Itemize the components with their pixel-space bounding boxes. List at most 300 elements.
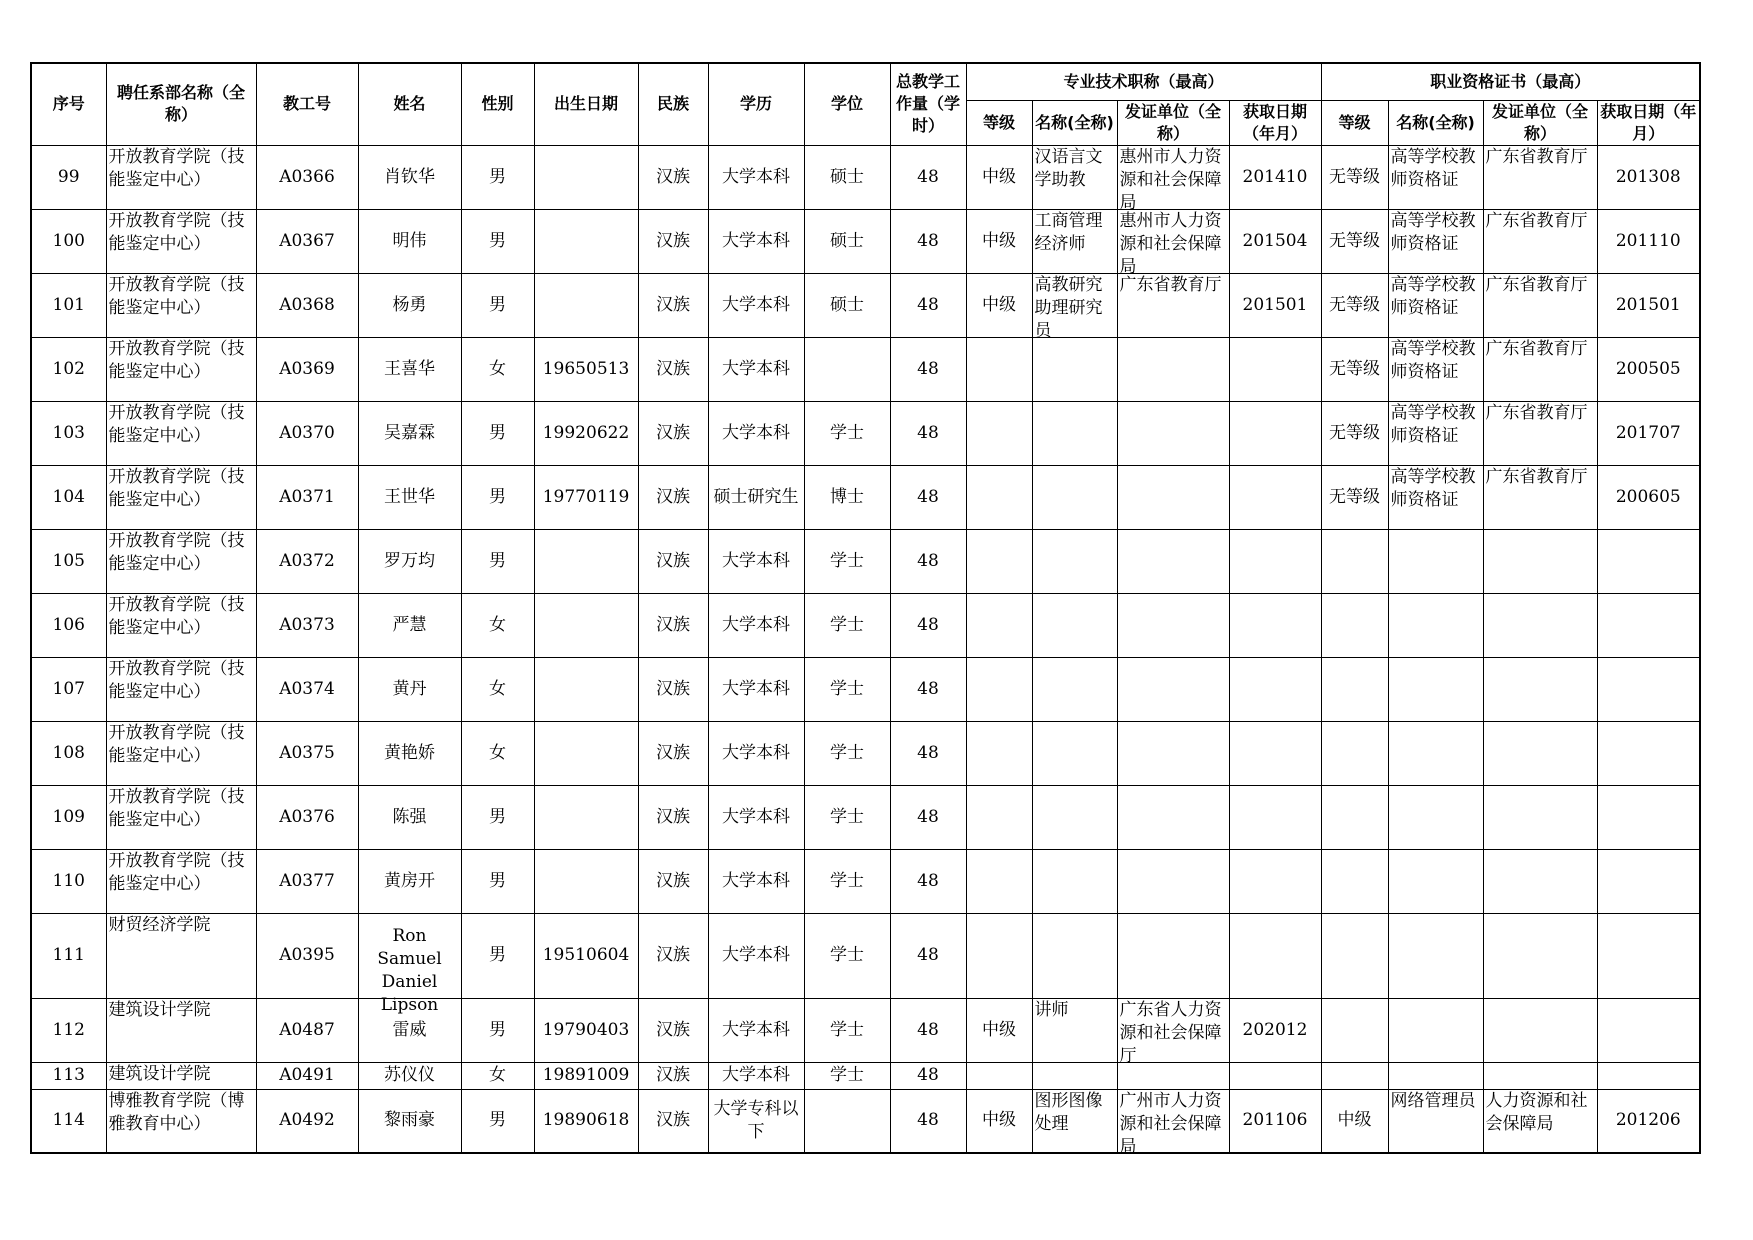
row-dept [106,401,256,465]
row-seq-text: 106 [52,614,85,635]
row-title-level [966,1062,1032,1089]
row-emp-id [256,273,358,337]
header-title-name: 名称(全称) [1032,100,1117,145]
row-name-text: 黄艳娇 [384,742,435,763]
row-title-date [1229,849,1321,913]
header-cert-issuer: 发证单位（全称） [1483,100,1597,145]
row-education [708,401,804,465]
row-gender-text: 女 [489,678,506,699]
row-cert-name-text: 高等学校教师资格证 [1390,210,1476,254]
row-education-text: 大学本科 [722,742,790,763]
row-title-date [1229,273,1321,337]
row-gender-text: 男 [489,1019,506,1040]
row-cert-date-text: 201501 [1615,294,1681,315]
row-birth-text: 19920622 [542,422,630,443]
row-seq [31,465,106,529]
row-name-text: 雷威 [392,1019,427,1040]
row-cert-name-text: 高等学校教师资格证 [1390,338,1476,382]
row-cert-issuer-text: 人力资源和社会保障局 [1485,1090,1588,1134]
row-cert-issuer [1483,465,1597,529]
row-name-text: 苏仪仪 [384,1065,435,1085]
row-name [358,785,461,849]
row-cert-name [1388,1062,1483,1089]
table-row [31,849,1700,913]
header-ethnicity: 民族 [638,63,708,145]
row-name-text: 黄房开 [384,870,435,891]
row-birth-text: 19790403 [542,1019,630,1040]
row-title-name [1032,337,1117,401]
row-education-text: 大学本科 [722,870,790,891]
row-cert-level [1321,785,1388,849]
row-title-level-text: 中级 [982,1110,1016,1131]
row-dept-text: 开放教育学院（技能鉴定中心） [108,850,245,894]
row-emp-id [256,849,358,913]
row-cert-date [1597,273,1700,337]
row-cert-issuer [1483,849,1597,913]
row-title-level [966,145,1032,209]
row-birth-text: 19891009 [542,1065,630,1085]
row-cert-name [1388,849,1483,913]
row-emp-id-text: A0372 [279,550,335,571]
row-cert-date [1597,593,1700,657]
row-workload [890,998,966,1062]
row-name [358,913,461,1015]
row-title-issuer [1117,998,1229,1066]
row-workload [890,209,966,273]
row-emp-id [256,465,358,529]
row-seq-text: 113 [52,1065,85,1085]
row-seq-text: 108 [52,742,85,763]
row-title-issuer [1117,465,1229,529]
row-title-issuer [1117,785,1229,849]
row-name-text: Ron Samuel Daniel Lipson [377,925,442,1015]
table-row [31,1089,1700,1153]
row-title-date [1229,721,1321,785]
row-cert-issuer [1483,913,1597,998]
row-workload [890,1062,966,1089]
row-emp-id-text: A0374 [279,678,335,699]
row-cert-date-text: 201707 [1615,422,1681,443]
row-ethnicity [638,529,708,593]
row-degree [804,998,890,1062]
row-ethnicity-text: 汉族 [656,550,690,571]
row-degree [804,337,890,401]
row-title-name [1032,145,1117,209]
row-degree [804,401,890,465]
row-title-date [1229,998,1321,1062]
row-emp-id [256,721,358,785]
row-title-issuer [1117,657,1229,721]
row-name [358,721,461,785]
row-birth [534,721,638,785]
row-title-name [1032,209,1117,273]
row-emp-id-text: A0368 [279,294,335,315]
row-dept [106,529,256,593]
row-degree-text: 学士 [830,945,864,965]
row-emp-id-text: A0377 [279,870,335,891]
row-cert-level [1321,209,1388,273]
row-title-date [1229,593,1321,657]
row-cert-level [1321,998,1388,1062]
row-title-issuer-text: 广州市人力资源和社会保障局 [1119,1090,1222,1157]
row-workload [890,1089,966,1153]
row-birth [534,1089,638,1153]
row-workload-text: 48 [917,294,939,315]
header-title-date: 获取日期（年月） [1229,100,1321,145]
row-education [708,593,804,657]
row-degree [804,913,890,998]
row-emp-id [256,998,358,1062]
row-cert-level [1321,145,1388,209]
row-gender [461,337,534,401]
row-title-level [966,465,1032,529]
row-cert-level [1321,401,1388,465]
row-dept [106,998,256,1062]
row-name-text: 肖钦华 [384,166,435,187]
header-workload: 总教学工作量（学时） [890,63,966,145]
row-cert-level-text: 无等级 [1329,358,1381,379]
row-cert-name [1388,593,1483,657]
row-title-date [1229,529,1321,593]
row-cert-level-text: 无等级 [1329,486,1381,507]
row-seq [31,337,106,401]
row-cert-name [1388,913,1483,998]
row-degree [804,145,890,209]
row-cert-date [1597,529,1700,593]
row-degree [804,465,890,529]
row-gender [461,721,534,785]
row-cert-date [1597,401,1700,465]
row-education [708,785,804,849]
row-cert-level [1321,593,1388,657]
row-degree [804,849,890,913]
row-cert-name [1388,145,1483,209]
row-name [358,209,461,273]
row-degree [804,529,890,593]
row-cert-issuer-text: 广东省教育厅 [1485,274,1588,295]
row-cert-issuer [1483,593,1597,657]
row-workload [890,657,966,721]
row-education-text: 硕士研究生 [713,486,799,507]
row-name-text: 杨勇 [392,294,427,315]
row-title-level [966,657,1032,721]
row-title-name [1032,401,1117,465]
row-dept-text: 开放教育学院（技能鉴定中心） [108,274,245,318]
row-cert-level [1321,721,1388,785]
row-cert-issuer [1483,785,1597,849]
row-title-issuer [1117,1089,1229,1157]
table-row [31,209,1700,273]
row-gender [461,145,534,209]
row-name [358,337,461,401]
row-title-issuer [1117,337,1229,401]
row-name [358,849,461,913]
header-dept: 聘任系部名称（全称） [106,63,256,145]
row-workload [890,145,966,209]
row-title-level [966,529,1032,593]
row-title-name [1032,998,1117,1062]
row-workload [890,913,966,998]
row-gender-text: 男 [489,550,506,571]
row-dept-text: 博雅教育学院（博雅教育中心） [108,1090,245,1134]
row-cert-issuer-text: 广东省教育厅 [1485,466,1588,487]
row-dept [106,785,256,849]
row-title-level [966,401,1032,465]
header-cert-name: 名称(全称) [1388,100,1483,145]
row-degree [804,273,890,337]
row-cert-date [1597,337,1700,401]
row-title-level [966,593,1032,657]
row-emp-id-text: A0395 [279,945,335,965]
row-title-name [1032,785,1117,849]
row-title-date [1229,1062,1321,1089]
row-name-text: 黄丹 [392,678,427,699]
row-cert-issuer [1483,337,1597,401]
row-workload [890,849,966,913]
row-dept [106,849,256,913]
row-dept-text: 开放教育学院（技能鉴定中心） [108,658,245,702]
row-education-text: 大学本科 [722,945,790,965]
table-row [31,1062,1700,1089]
row-title-level [966,849,1032,913]
row-workload [890,593,966,657]
row-education-text: 大学本科 [722,422,790,443]
row-gender [461,657,534,721]
row-title-name [1032,593,1117,657]
row-title-date-text: 201410 [1242,166,1308,187]
header-degree: 学位 [804,63,890,145]
row-title-date [1229,145,1321,209]
row-cert-level [1321,529,1388,593]
row-cert-level-text: 中级 [1337,1110,1372,1131]
row-degree [804,721,890,785]
row-title-name-text: 汉语言文学助教 [1034,146,1103,190]
row-cert-name [1388,1089,1483,1153]
row-name [358,273,461,337]
row-name-text: 严慧 [392,614,427,635]
row-cert-date [1597,849,1700,913]
row-gender-text: 男 [489,486,506,507]
row-cert-date-text: 200605 [1615,486,1681,507]
row-title-issuer [1117,401,1229,465]
row-gender-text: 男 [489,294,506,315]
row-cert-name [1388,209,1483,273]
row-cert-issuer [1483,145,1597,209]
row-seq [31,529,106,593]
row-cert-date [1597,209,1700,273]
row-seq-text: 109 [52,806,85,827]
row-education-text: 大学本科 [722,358,790,379]
row-cert-name [1388,401,1483,465]
row-gender-text: 男 [489,422,506,443]
row-workload-text: 48 [917,742,939,763]
row-gender-text: 男 [489,166,506,187]
row-education [708,529,804,593]
row-name-text: 黎雨豪 [384,1110,435,1131]
row-degree [804,657,890,721]
row-degree-text: 学士 [830,550,864,571]
row-education-text: 大学本科 [722,230,790,251]
row-title-date-text: 201504 [1242,230,1308,251]
row-title-date-text: 201501 [1242,294,1308,315]
row-workload-text: 48 [917,1065,939,1085]
row-education [708,849,804,913]
row-ethnicity [638,465,708,529]
row-title-issuer [1117,529,1229,593]
row-cert-name [1388,465,1483,529]
row-workload-text: 48 [917,945,939,965]
row-cert-issuer-text: 广东省教育厅 [1485,210,1588,231]
row-cert-date [1597,657,1700,721]
row-title-date [1229,657,1321,721]
row-education [708,465,804,529]
row-dept-text: 开放教育学院（技能鉴定中心） [108,146,245,190]
header-seq: 序号 [31,63,106,145]
row-title-name-text: 图形图像处理 [1034,1090,1103,1134]
row-ethnicity [638,1089,708,1153]
row-title-date [1229,465,1321,529]
row-cert-level-text: 无等级 [1329,230,1381,251]
row-dept-text: 开放教育学院（技能鉴定中心） [108,466,245,510]
row-ethnicity-text: 汉族 [656,945,690,965]
row-cert-issuer [1483,1062,1597,1089]
row-cert-issuer-text: 广东省教育厅 [1485,146,1588,167]
row-emp-id [256,337,358,401]
header-cert-date: 获取日期（年月） [1597,100,1700,145]
row-education [708,721,804,785]
row-emp-id [256,529,358,593]
row-title-level-text: 中级 [982,166,1016,187]
row-workload [890,721,966,785]
row-cert-issuer [1483,721,1597,785]
row-birth [534,785,638,849]
row-education [708,998,804,1062]
row-title-issuer [1117,913,1229,998]
row-education-text: 大学本科 [722,806,790,827]
row-emp-id-text: A0367 [279,230,335,251]
row-cert-name [1388,273,1483,337]
row-dept [106,273,256,337]
row-emp-id [256,145,358,209]
row-ethnicity [638,785,708,849]
row-birth [534,529,638,593]
row-cert-level [1321,849,1388,913]
row-name [358,529,461,593]
row-gender [461,913,534,998]
row-workload [890,785,966,849]
row-cert-date-text: 201110 [1615,230,1681,251]
row-ethnicity [638,657,708,721]
row-ethnicity-text: 汉族 [656,806,690,827]
row-ethnicity [638,913,708,998]
table-row [31,273,1700,337]
row-education [708,1089,804,1153]
row-workload-text: 48 [917,550,939,571]
row-title-level [966,337,1032,401]
row-cert-issuer [1483,1089,1597,1153]
row-ethnicity-text: 汉族 [656,294,690,315]
row-gender [461,529,534,593]
header-gender: 性别 [461,63,534,145]
row-title-name-text: 工商管理经济师 [1034,210,1103,254]
row-gender-text: 女 [489,1065,506,1085]
row-cert-name [1388,337,1483,401]
row-cert-date-text: 201308 [1615,166,1681,187]
row-ethnicity-text: 汉族 [656,742,690,763]
row-workload-text: 48 [917,678,939,699]
row-seq-text: 112 [52,1019,85,1040]
row-title-name-text: 讲师 [1034,999,1069,1020]
row-workload-text: 48 [917,1110,939,1131]
header-title-issuer: 发证单位（全称） [1117,100,1229,145]
row-cert-level [1321,465,1388,529]
row-dept [106,465,256,529]
row-ethnicity [638,209,708,273]
row-degree-text: 硕士 [830,230,864,251]
row-birth-text: 19890618 [542,1110,630,1131]
row-degree-text: 学士 [830,1065,864,1085]
row-emp-id [256,657,358,721]
row-seq [31,273,106,337]
row-emp-id-text: A0370 [279,422,335,443]
row-ethnicity-text: 汉族 [656,422,690,443]
header-birth: 出生日期 [534,63,638,145]
row-emp-id-text: A0369 [279,358,335,379]
row-title-name [1032,913,1117,998]
row-workload-text: 48 [917,422,939,443]
row-cert-issuer [1483,273,1597,337]
row-degree [804,593,890,657]
row-cert-level [1321,273,1388,337]
row-gender [461,273,534,337]
row-cert-issuer [1483,209,1597,273]
row-birth [534,337,638,401]
row-cert-date [1597,465,1700,529]
row-ethnicity-text: 汉族 [656,1110,690,1131]
row-dept-text: 开放教育学院（技能鉴定中心） [108,594,245,638]
row-emp-id [256,1062,358,1089]
row-dept-text: 开放教育学院（技能鉴定中心） [108,722,245,766]
row-cert-name-text: 网络管理员 [1390,1090,1476,1111]
row-ethnicity [638,1062,708,1089]
row-ethnicity [638,849,708,913]
row-title-date [1229,913,1321,998]
row-birth [534,998,638,1062]
row-birth [534,465,638,529]
row-gender [461,849,534,913]
row-cert-issuer [1483,657,1597,721]
row-title-level [966,998,1032,1062]
row-gender-text: 女 [489,742,506,763]
table-row [31,401,1700,465]
table-row [31,529,1700,593]
row-emp-id [256,593,358,657]
row-cert-issuer-text: 广东省教育厅 [1485,402,1588,423]
row-seq [31,593,106,657]
header-cert-level: 等级 [1321,100,1388,145]
row-dept-text: 建筑设计学院 [108,1063,211,1084]
row-education-text: 大学本科 [722,614,790,635]
row-ethnicity [638,273,708,337]
table-row [31,657,1700,721]
row-emp-id-text: A0376 [279,806,335,827]
row-cert-level [1321,1089,1388,1153]
row-title-name [1032,1089,1117,1153]
row-title-issuer [1117,721,1229,785]
row-workload-text: 48 [917,614,939,635]
row-cert-issuer-text: 广东省教育厅 [1485,338,1588,359]
row-dept [106,1062,256,1089]
